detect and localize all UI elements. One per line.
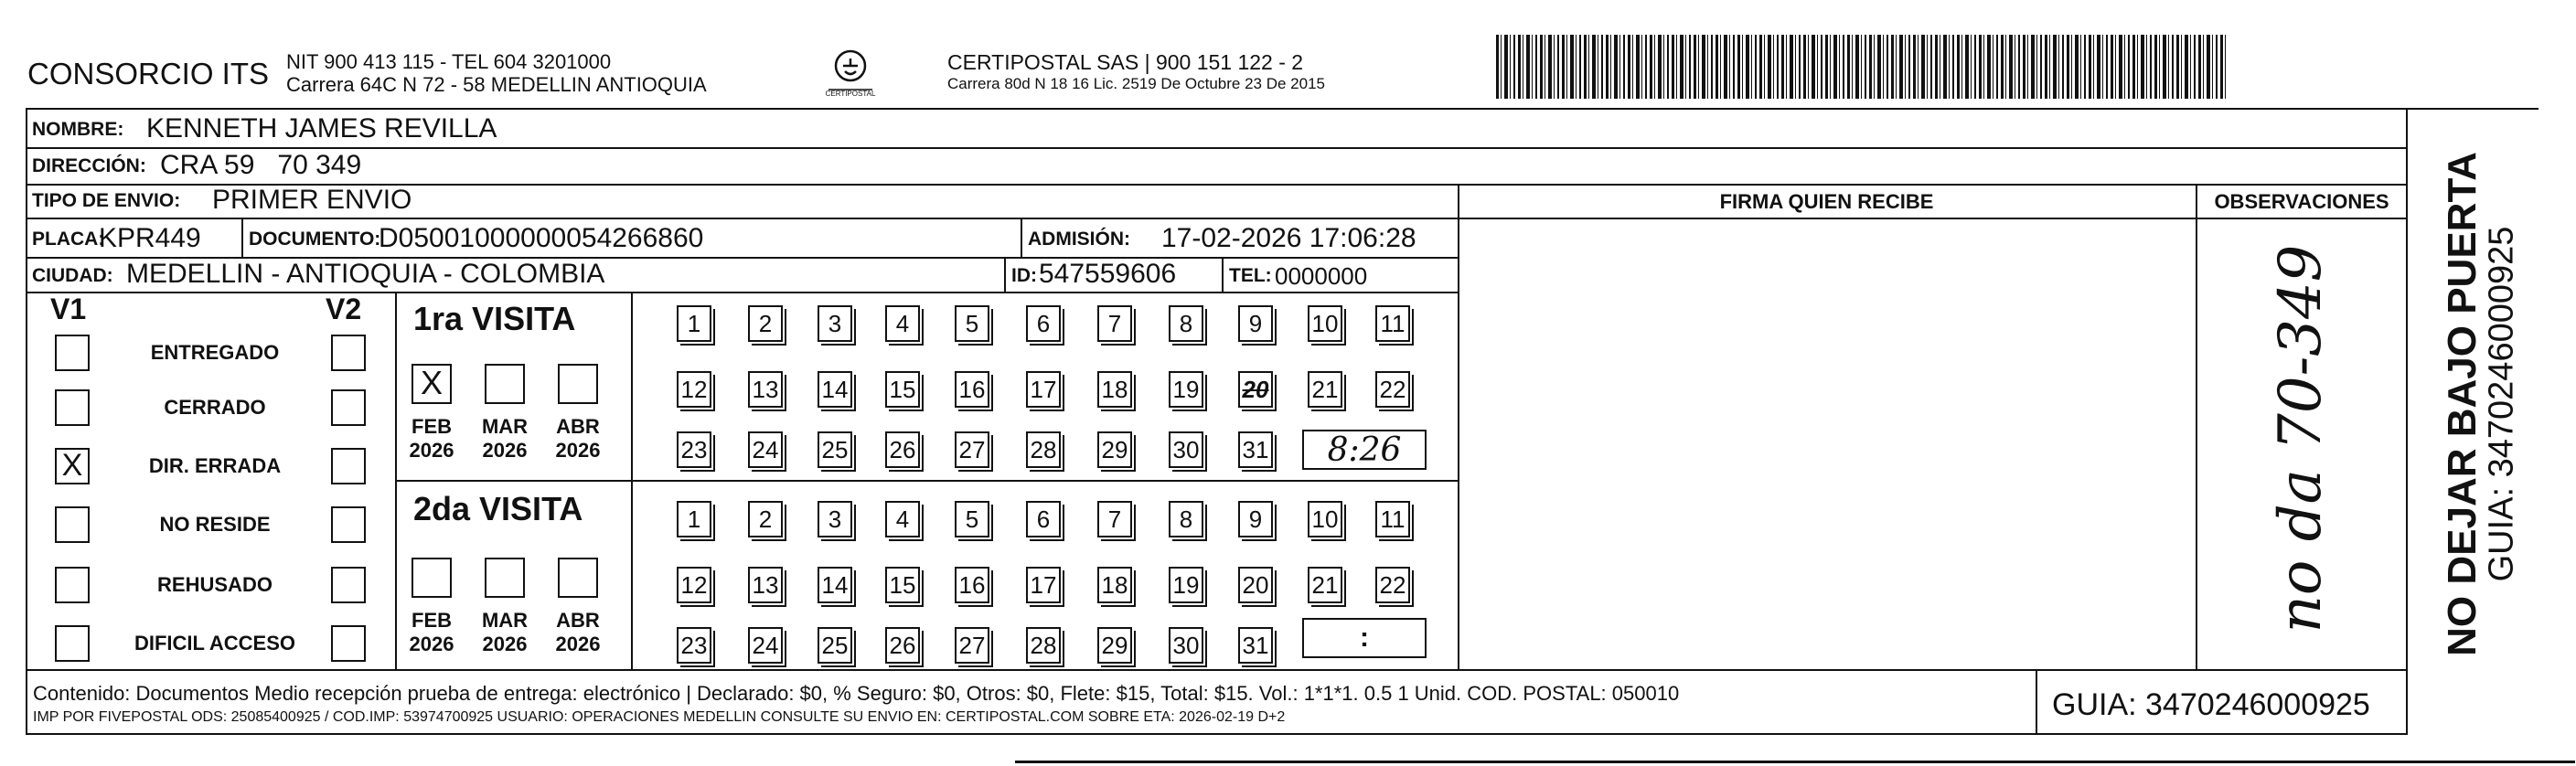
logo-text: CERTIPOSTAL: [825, 90, 876, 98]
nit-line: NIT 900 413 115 - TEL 604 3201000: [286, 50, 612, 73]
visit2-day-box[interactable]: 25: [818, 627, 852, 664]
visit1-day-box[interactable]: 8: [1169, 305, 1203, 342]
visit1-month-label: FEB: [412, 415, 452, 438]
visit1-time: 8:26: [1327, 431, 1402, 469]
admision-label: ADMISIÓN:: [1028, 229, 1130, 250]
footer-imp: IMP POR FIVEPOSTAL ODS: 25085400925 / COD.IMP: 53974700925 USUARIO: OPERACIONES MEDELLIN CONSULTE SU ENVIO EN: CERTIPOSTAL.COM SOBRE ETA: 2026-02-19 D+2: [33, 709, 1286, 725]
reason-label: DIR. ERRADA: [148, 454, 282, 477]
visit1-day-box[interactable]: 7: [1097, 305, 1132, 342]
reason-label: CERRADO: [164, 396, 266, 419]
visit2-day-box[interactable]: 19: [1169, 567, 1203, 603]
visit2-month-year: 2026: [482, 633, 528, 655]
visit2-day-box[interactable]: 30: [1169, 627, 1203, 664]
visit1-day-box[interactable]: 1: [677, 305, 711, 342]
visit2-month-label: FEB: [412, 609, 452, 632]
signature-area[interactable]: [1459, 219, 2194, 667]
visit2-day-box[interactable]: 27: [955, 627, 989, 664]
v2-checkbox[interactable]: [331, 625, 366, 662]
v1-checkbox[interactable]: [55, 335, 90, 371]
visit1-day-box[interactable]: 15: [885, 371, 920, 408]
visit2-day-box[interactable]: 10: [1308, 501, 1342, 537]
visit1-day-box[interactable]: 10: [1308, 305, 1342, 342]
reason-label: NO RESIDE: [159, 513, 271, 536]
v1-label: V1: [50, 293, 87, 325]
visit2-day-box[interactable]: 24: [748, 627, 783, 664]
visit1-day-box[interactable]: 16: [955, 371, 989, 408]
admision-value: 17-02-2026 17:06:28: [1161, 223, 1416, 253]
visit2-day-box[interactable]: 28: [1026, 627, 1061, 664]
visit2-day-box[interactable]: 7: [1097, 501, 1132, 537]
direccion-label: DIRECCIÓN:: [32, 155, 146, 176]
visit2-day-box[interactable]: 23: [677, 627, 711, 664]
visit1-day-box[interactable]: 22: [1375, 371, 1410, 408]
outer-frame-line: [26, 108, 2539, 110]
visit2-day-box[interactable]: 12: [677, 567, 711, 603]
carrier-address: Carrera 80d N 18 16 Lic. 2519 De Octubre 23 De 2015: [947, 75, 1325, 92]
bottom-edge-line: [1015, 761, 2575, 763]
visit2-day-box[interactable]: 5: [955, 501, 989, 537]
visit2-day-box[interactable]: 14: [818, 567, 852, 603]
id-label: ID:: [1011, 265, 1037, 286]
visit2-day-box[interactable]: 17: [1026, 567, 1061, 603]
visit2-day-box[interactable]: 6: [1026, 501, 1061, 537]
visit2-time-box[interactable]: [1302, 618, 1427, 658]
v2-label: V2: [326, 293, 362, 325]
visit2-day-box[interactable]: 29: [1097, 627, 1132, 664]
visit2-day-box[interactable]: 1: [677, 501, 711, 537]
observaciones-label: OBSERVACIONES: [2214, 190, 2389, 213]
tipo-envio-label: TIPO DE ENVIO:: [32, 190, 181, 211]
certipostal-logo: [823, 46, 878, 102]
visit2-day-box[interactable]: 3: [818, 501, 852, 537]
tel-value: 0000000: [1275, 262, 1368, 290]
carrier-line: CERTIPOSTAL SAS | 900 151 122 - 2: [947, 50, 1304, 74]
v2-checkbox[interactable]: [331, 335, 366, 371]
visit1-day-box[interactable]: 3: [818, 305, 852, 342]
visit2-day-box[interactable]: 20: [1238, 567, 1273, 603]
v2-checkbox[interactable]: [331, 389, 366, 426]
v1-checkbox[interactable]: [55, 389, 90, 426]
ciudad-label: CIUDAD:: [32, 265, 113, 286]
visit2-day-box[interactable]: 26: [885, 627, 920, 664]
visit1-day-box[interactable]: 25: [818, 431, 852, 468]
visit1-day-box[interactable]: 13: [748, 371, 783, 408]
v1-checkbox[interactable]: [55, 567, 90, 603]
visit2-day-box[interactable]: 16: [955, 567, 989, 603]
visit2-day-box[interactable]: 15: [885, 567, 920, 603]
visit1-title: 1ra VISITA: [413, 300, 576, 337]
id-value: 547559606: [1039, 259, 1177, 289]
visit1-month-label: MAR: [481, 415, 529, 438]
company-address: Carrera 64C N 72 - 58 MEDELLIN ANTIOQUIA: [286, 73, 707, 96]
visit1-day-box[interactable]: 14: [818, 371, 852, 408]
v1-checkbox[interactable]: [55, 506, 90, 543]
visit1-day-box[interactable]: 30: [1169, 431, 1203, 468]
visit1-day-box[interactable]: 27: [955, 431, 989, 468]
visit1-day-box[interactable]: 24: [748, 431, 783, 468]
visit2-day-box[interactable]: 18: [1097, 567, 1132, 603]
company-name: CONSORCIO ITS: [27, 57, 270, 90]
visit1-day-box[interactable]: 31: [1238, 431, 1273, 468]
reason-label: ENTREGADO: [150, 341, 280, 364]
visit1-month-year: 2026: [555, 439, 601, 462]
documento-label: DOCUMENTO:: [249, 229, 381, 250]
visit2-month-checkbox[interactable]: [485, 558, 525, 598]
direccion-value: CRA 59 70 349: [160, 150, 362, 180]
visit1-day-box[interactable]: 5: [955, 305, 989, 342]
visit2-day-box[interactable]: 8: [1169, 501, 1203, 537]
visit2-day-box[interactable]: 11: [1375, 501, 1410, 537]
ciudad-value: MEDELLIN - ANTIOQUIA - COLOMBIA: [126, 259, 605, 289]
firma-label: FIRMA QUIEN RECIBE: [1719, 190, 1934, 213]
visit1-day-box[interactable]: 29: [1097, 431, 1132, 468]
visit1-day-box[interactable]: 26: [885, 431, 920, 468]
visit1-day-box[interactable]: 2: [748, 305, 783, 342]
v1-checkbox[interactable]: [55, 625, 90, 662]
visit2-day-box[interactable]: 13: [748, 567, 783, 603]
visit1-day-box[interactable]: 6: [1026, 305, 1061, 342]
visit2-day-box[interactable]: 22: [1375, 567, 1410, 603]
nombre-value: KENNETH JAMES REVILLA: [146, 113, 497, 144]
visit1-month-checkbox[interactable]: [485, 364, 525, 404]
visit1-day-box[interactable]: 20: [1238, 371, 1273, 408]
documento-value: D05001000000054266860: [379, 223, 704, 253]
v2-checkbox[interactable]: [331, 506, 366, 543]
v1-checkbox[interactable]: X: [55, 448, 90, 484]
observaciones-handwriting: no da 70-349: [2267, 244, 2335, 633]
footer-guia: GUIA: 3470246000925: [2052, 687, 2370, 722]
visit2-month-year: 2026: [409, 633, 454, 655]
visit1-month-checkbox[interactable]: X: [412, 364, 452, 404]
v2-checkbox[interactable]: [331, 448, 366, 484]
visit2-day-box[interactable]: 4: [885, 501, 920, 537]
visit1-month-label: ABR: [556, 415, 600, 438]
reason-label: DIFICIL ACCESO: [134, 632, 295, 654]
visit1-day-box[interactable]: 28: [1026, 431, 1061, 468]
visit1-day-box[interactable]: 17: [1026, 371, 1061, 408]
visit2-day-box[interactable]: 21: [1308, 567, 1342, 603]
tipo-envio-value: PRIMER ENVIO: [212, 185, 412, 215]
nombre-label: NOMBRE:: [32, 119, 124, 140]
visit1-day-box[interactable]: 11: [1375, 305, 1410, 342]
visit1-month-checkbox[interactable]: [558, 364, 598, 404]
visit1-month-year: 2026: [482, 439, 528, 462]
visit1-day-box[interactable]: 21: [1308, 371, 1342, 408]
visit1-day-box[interactable]: 18: [1097, 371, 1132, 408]
visit2-month-label: MAR: [481, 609, 529, 632]
visit2-day-box[interactable]: 9: [1238, 501, 1273, 537]
side-warning: NO DEJAR BAJO PUERTA: [2440, 152, 2485, 656]
reason-label: REHUSADO: [157, 573, 273, 596]
visit1-month-year: 2026: [409, 439, 454, 462]
tel-label: TEL:: [1229, 265, 1272, 286]
placa-label: PLACA:: [32, 229, 105, 250]
visit2-time: :: [1360, 622, 1369, 653]
placa-value: KPR449: [99, 223, 201, 253]
visit1-day-box[interactable]: 4: [885, 305, 920, 342]
visit1-day-box[interactable]: 12: [677, 371, 711, 408]
side-guia: GUIA: 3470246000925: [2482, 226, 2521, 582]
visit1-day-box[interactable]: 19: [1169, 371, 1203, 408]
visit2-title: 2da VISITA: [413, 490, 583, 527]
v2-checkbox[interactable]: [331, 567, 366, 603]
footer-contenido: Contenido: Documentos Medio recepción prueba de entrega: electrónico | Declarado: $0, % Seguro: $0, Otros: $0, Flete: $15, Total: $15. Vol.: 1*1*1. 0.5 1 Unid. COD. POSTAL: 050010: [33, 682, 1680, 705]
visit1-day-box[interactable]: 9: [1238, 305, 1273, 342]
visit2-day-box[interactable]: 2: [748, 501, 783, 537]
visit2-month-year: 2026: [555, 633, 601, 655]
visit1-day-box[interactable]: 23: [677, 431, 711, 468]
barcode: [1496, 35, 2228, 99]
visit2-day-box[interactable]: 31: [1238, 627, 1273, 664]
visit2-month-label: ABR: [556, 609, 600, 632]
visit1-time-box[interactable]: [1302, 430, 1427, 470]
visit2-month-checkbox[interactable]: [558, 558, 598, 598]
visit2-month-checkbox[interactable]: [412, 558, 452, 598]
